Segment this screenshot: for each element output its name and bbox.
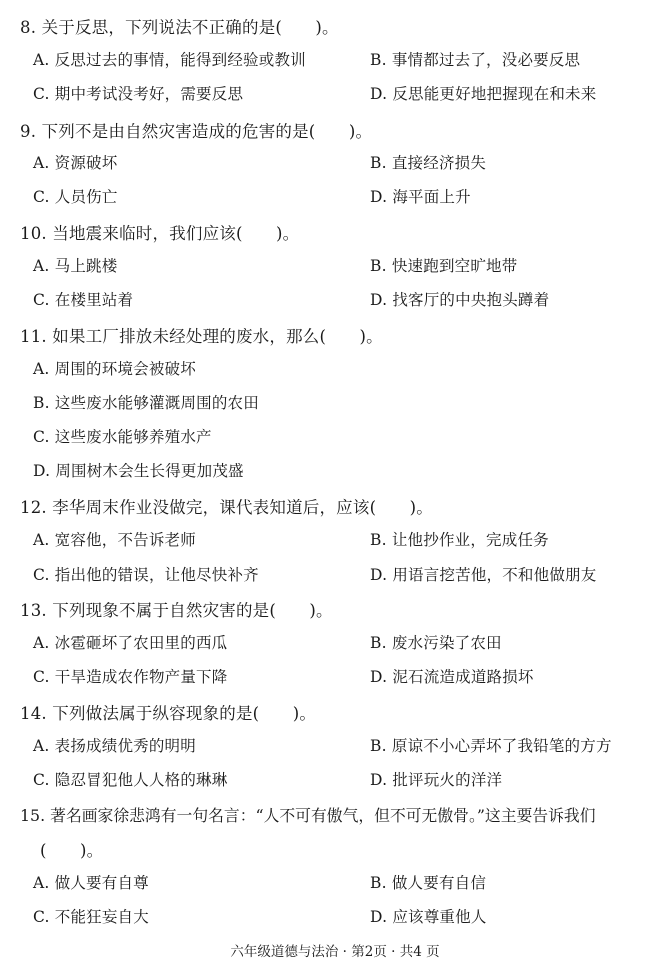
question-8-stem: 8. 关于反思，下列说法不正确的是( )。 — [20, 18, 339, 37]
question-13-option-c: C. 干旱造成农作物产量下降 — [33, 668, 228, 686]
question-15-stem: 15. 著名画家徐悲鸿有一句名言：“人不可有傲气，但不可无傲骨。”这主要告诉我们 — [20, 806, 596, 825]
question-9-stem: 9. 下列不是由自然灾害造成的危害的是( )。 — [20, 122, 373, 141]
question-10-option-d: D. 找客厅的中央抱头蹲着 — [370, 291, 550, 309]
question-9-option-c: C. 人员伤亡 — [33, 188, 118, 206]
question-12-stem: 12. 李华周末作业没做完，课代表知道后，应该( )。 — [20, 498, 433, 517]
question-10-option-a: A. 马上跳楼 — [33, 257, 118, 275]
question-15-option-a: A. 做人要有自尊 — [33, 874, 149, 892]
question-9-option-d: D. 海平面上升 — [370, 188, 471, 206]
question-13-option-a: A. 冰雹砸坏了农田里的西瓜 — [33, 634, 228, 652]
question-10-option-b: B. 快速跑到空旷地带 — [370, 257, 518, 275]
question-9-option-b: B. 直接经济损失 — [370, 154, 487, 172]
question-12-option-b: B. 让他抄作业，完成任务 — [370, 531, 549, 549]
question-14-stem: 14. 下列做法属于纵容现象的是( )。 — [20, 704, 317, 723]
question-13-option-b: B. 废水污染了农田 — [370, 634, 502, 652]
question-12-option-c: C. 指出他的错误，让他尽快补齐 — [33, 566, 259, 584]
question-14-option-b: B. 原谅不小心弄坏了我铅笔的方方 — [370, 737, 612, 755]
question-11-option-d: D. 周围树木会生长得更加茂盛 — [33, 462, 244, 480]
question-14-option-d: D. 批评玩火的洋洋 — [370, 771, 503, 789]
question-8-option-c: C. 期中考试没考好，需要反思 — [33, 85, 244, 103]
question-15-option-d: D. 应该尊重他人 — [370, 908, 487, 926]
page-footer: 六年级道德与法治 · 第2页 · 共4 页 — [230, 944, 440, 960]
question-15-stem-continuation: ( )。 — [40, 841, 104, 860]
question-11-option-a: A. 周围的环境会被破坏 — [33, 360, 196, 378]
question-9-option-a: A. 资源破坏 — [33, 154, 118, 172]
question-10-stem: 10. 当地震来临时，我们应该( )。 — [20, 224, 300, 243]
question-13-stem: 13. 下列现象不属于自然灾害的是( )。 — [20, 601, 333, 620]
question-14-option-a: A. 表扬成绩优秀的明明 — [33, 737, 196, 755]
question-11-stem: 11. 如果工厂排放未经处理的废水，那么( )。 — [20, 327, 383, 346]
question-11-option-c: C. 这些废水能够养殖水产 — [33, 428, 212, 446]
question-8-option-d: D. 反思能更好地把握现在和未来 — [370, 85, 597, 103]
question-11-option-b: B. 这些废水能够灌溉周围的农田 — [33, 394, 259, 412]
question-10-option-c: C. 在楼里站着 — [33, 291, 134, 309]
question-13-option-d: D. 泥石流造成道路损坏 — [370, 668, 534, 686]
question-15-option-c: C. 不能狂妄自大 — [33, 908, 149, 926]
question-8-option-a: A. 反思过去的事情，能得到经验或教训 — [33, 51, 306, 69]
question-15-option-b: B. 做人要有自信 — [370, 874, 487, 892]
question-8-option-b: B. 事情都过去了，没必要反思 — [370, 51, 581, 69]
question-14-option-c: C. 隐忍冒犯他人人格的琳琳 — [33, 771, 228, 789]
question-12-option-a: A. 宽容他，不告诉老师 — [33, 531, 196, 549]
question-12-option-d: D. 用语言挖苦他，不和他做朋友 — [370, 566, 597, 584]
